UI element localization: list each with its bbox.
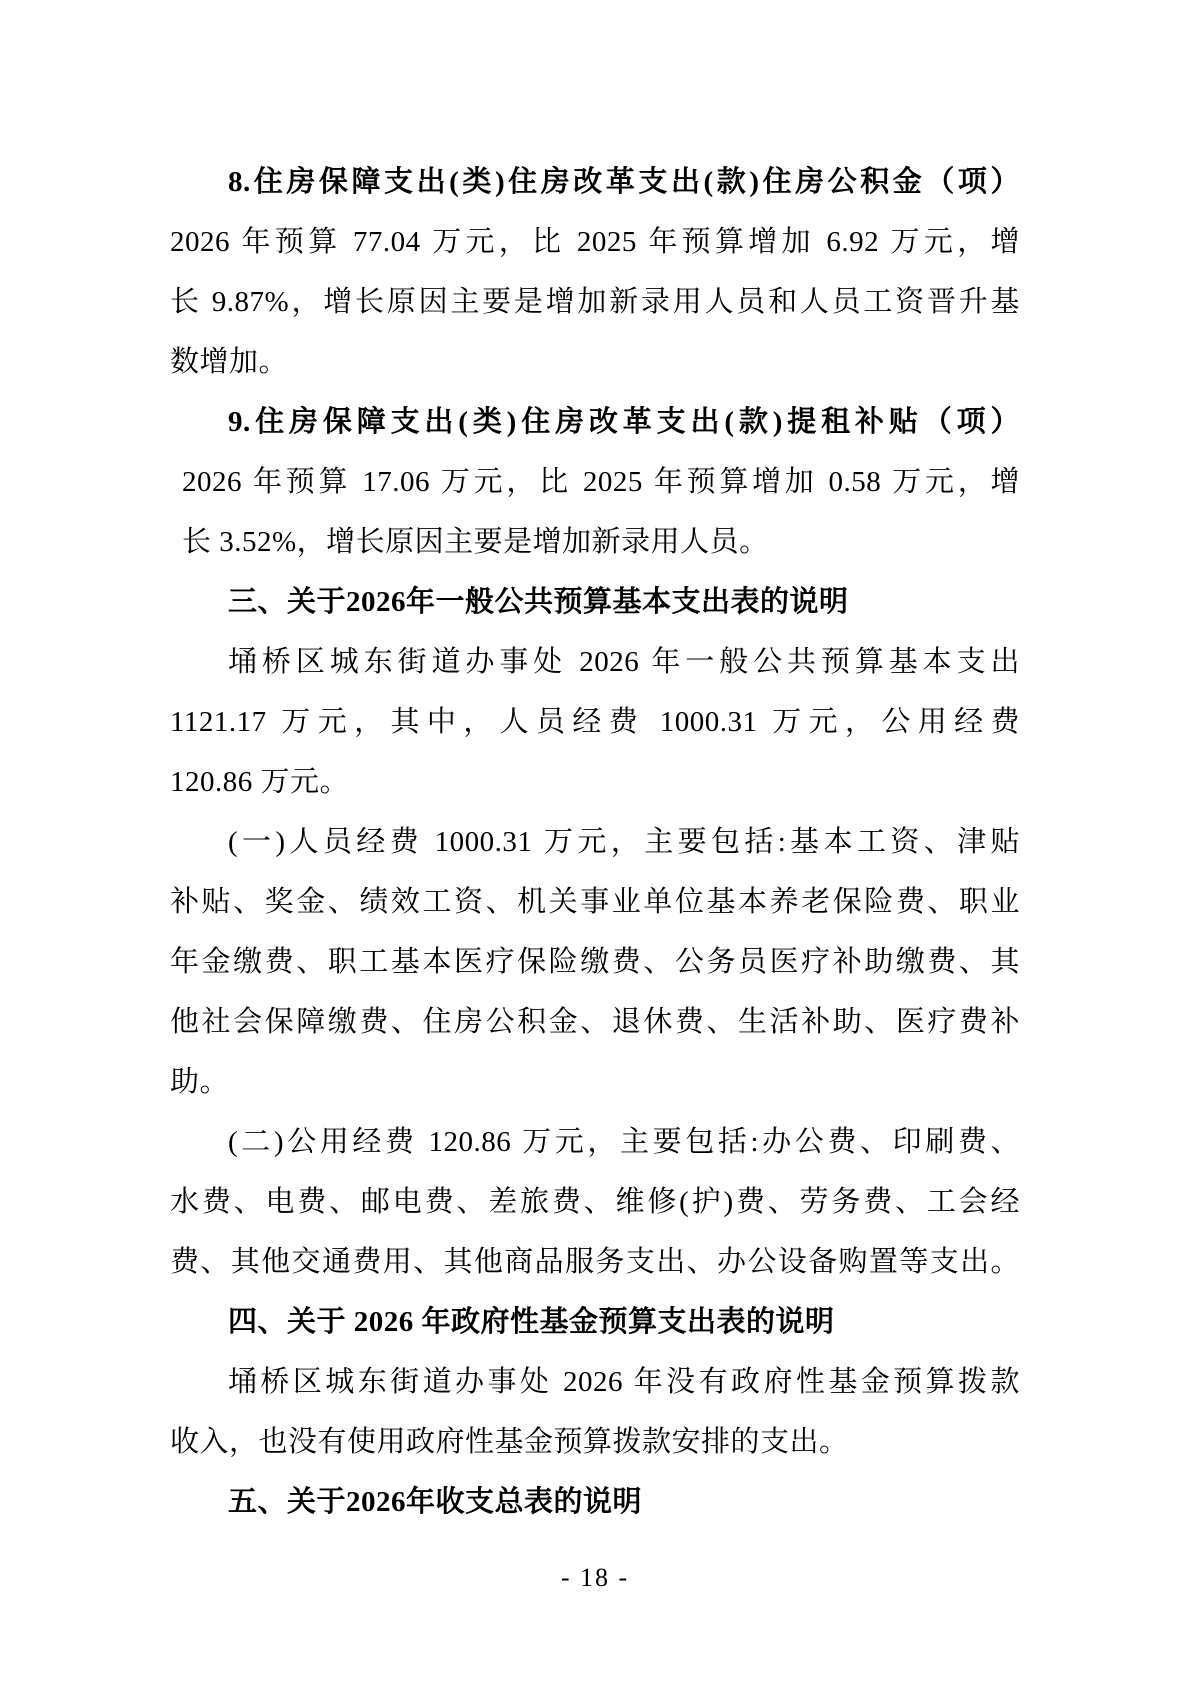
document-line: 补贴、奖金、绩效工资、机关事业单位基本养老保险费、职业	[170, 886, 1020, 918]
document-line: 费、其他交通费用、其他商品服务支出、办公设备购置等支出。	[170, 1246, 1020, 1278]
document-line: 收入，也没有使用政府性基金预算拨款安排的支出。	[170, 1426, 849, 1458]
document-line: 120.86 万元。	[170, 766, 350, 798]
document-heading-line: 8.住房保障支出(类)住房改革支出(款)住房公积金（项）	[228, 166, 1020, 198]
document-line: 长 3.52%，增长原因主要是增加新录用人员。	[182, 526, 769, 558]
document-line: 年金缴费、职工基本医疗保险缴费、公务员医疗补助缴费、其	[170, 946, 1020, 978]
document-line: (一)人员经费 1000.31 万元，主要包括:基本工资、津贴	[228, 826, 1020, 858]
document-line: 长 9.87%，增长原因主要是增加新录用人员和人员工资晋升基	[170, 286, 1020, 318]
document-line: 助。	[170, 1066, 230, 1098]
document-line: 数增加。	[170, 346, 289, 378]
document-line: 他社会保障缴费、住房公积金、退休费、生活补助、医疗费补	[170, 1006, 1020, 1038]
document-line: 埇桥区城东街道办事处 2026 年没有政府性基金预算拨款	[228, 1366, 1020, 1398]
document-body	[170, 152, 1020, 1532]
document-heading-line: 9.住房保障支出(类)住房改革支出(款)提租补贴（项）	[228, 406, 1020, 438]
document-heading-line: 四、关于 2026 年政府性基金预算支出表的说明	[228, 1306, 835, 1338]
document-heading-line: 五、关于2026年收支总表的说明	[228, 1486, 643, 1518]
document-line: 2026 年预算 77.04 万元，比 2025 年预算增加 6.92 万元，增	[170, 226, 1020, 258]
document-line: (二)公用经费 120.86 万元，主要包括:办公费、印刷费、	[228, 1126, 1020, 1158]
document-line: 埇桥区城东街道办事处 2026 年一般公共预算基本支出	[228, 646, 1020, 678]
document-heading-line: 三、关于2026年一般公共预算基本支出表的说明	[228, 586, 849, 618]
document-line: 1121.17 万元，其中，人员经费 1000.31 万元，公用经费	[170, 706, 1020, 738]
document-line: 2026 年预算 17.06 万元，比 2025 年预算增加 0.58 万元，增	[182, 466, 1020, 498]
page-number: - 18 -	[560, 1563, 630, 1592]
document-line: 水费、电费、邮电费、差旅费、维修(护)费、劳务费、工会经	[170, 1186, 1020, 1218]
